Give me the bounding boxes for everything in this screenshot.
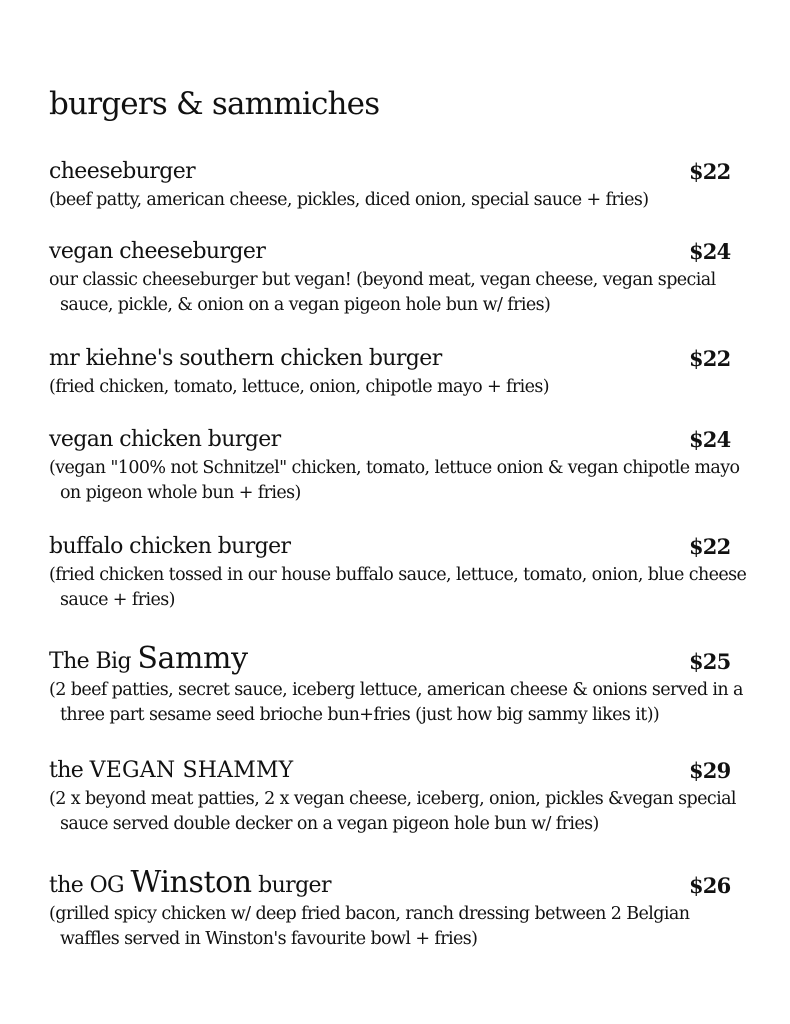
item-name-prefix: the OG (49, 873, 131, 898)
menu-item-southern-chicken-burger (49, 343, 749, 400)
menu-item-big-sammy (49, 641, 749, 728)
item-description: (vegan "100% not Schnitzel" chicken, tomato, lettuce onion & vegan chipotle mayo on pigeon whole bun + fries) (49, 458, 740, 503)
item-price: $24 (689, 239, 731, 264)
item-name: buffalo chicken burger (49, 534, 291, 559)
item-description: (2 x beyond meat patties, 2 x vegan cheese, iceberg, onion, pickles &vegan special sauce served double decker on a vegan pigeon hole bun w/ fries) (49, 789, 736, 834)
item-price: $22 (689, 534, 731, 559)
item-price: $24 (689, 427, 731, 452)
item-name (49, 641, 248, 676)
menu-item-buffalo-chicken-burger (49, 531, 749, 613)
menu-item-og-winston-burger (49, 865, 749, 952)
item-description: (grilled spicy chicken w/ deep fried bacon, ranch dressing between 2 Belgian waffles served in Winston's favourite bowl + fries) (49, 904, 690, 949)
item-name: vegan cheeseburger (49, 239, 266, 264)
item-price: $22 (689, 346, 731, 371)
item-name-emphasis: Winston (130, 865, 252, 900)
item-price: $29 (689, 758, 731, 783)
item-name-emphasis: Sammy (137, 641, 248, 676)
item-name (49, 757, 293, 785)
menu-item-vegan-shammy (49, 755, 749, 837)
menu-item-vegan-chicken-burger (49, 424, 749, 506)
item-name: vegan chicken burger (49, 427, 281, 452)
menu-item-vegan-cheeseburger (49, 236, 749, 318)
item-description: our classic cheeseburger but vegan! (beyond meat, vegan cheese, vegan special sauce, pickle, & onion on a vegan pigeon hole bun w/ fries) (49, 270, 716, 315)
item-name-suffix: burger (251, 873, 331, 898)
item-price: $26 (689, 873, 731, 898)
menu-item-cheeseburger (49, 156, 749, 213)
item-price: $22 (689, 159, 731, 184)
item-name-prefix: The Big (49, 649, 138, 674)
item-name-emphasis: VEGAN SHAMMY (89, 758, 294, 783)
item-name: cheeseburger (49, 159, 196, 184)
item-description: (2 beef patties, secret sauce, iceberg lettuce, american cheese & onions served in a three part sesame seed brioche bun+fries (just how big sammy likes it)) (49, 680, 743, 725)
item-name: mr kiehne's southern chicken burger (49, 346, 442, 371)
item-description: (beef patty, american cheese, pickles, diced onion, special sauce + fries) (49, 190, 649, 210)
item-name-prefix: the (49, 758, 90, 783)
section-title: burgers & sammiches (49, 86, 380, 122)
item-description: (fried chicken tossed in our house buffalo sauce, lettuce, tomato, onion, blue cheese sauce + fries) (49, 565, 747, 610)
item-description: (fried chicken, tomato, lettuce, onion, chipotle mayo + fries) (49, 377, 550, 397)
item-price: $25 (689, 649, 731, 674)
item-name (49, 865, 331, 900)
